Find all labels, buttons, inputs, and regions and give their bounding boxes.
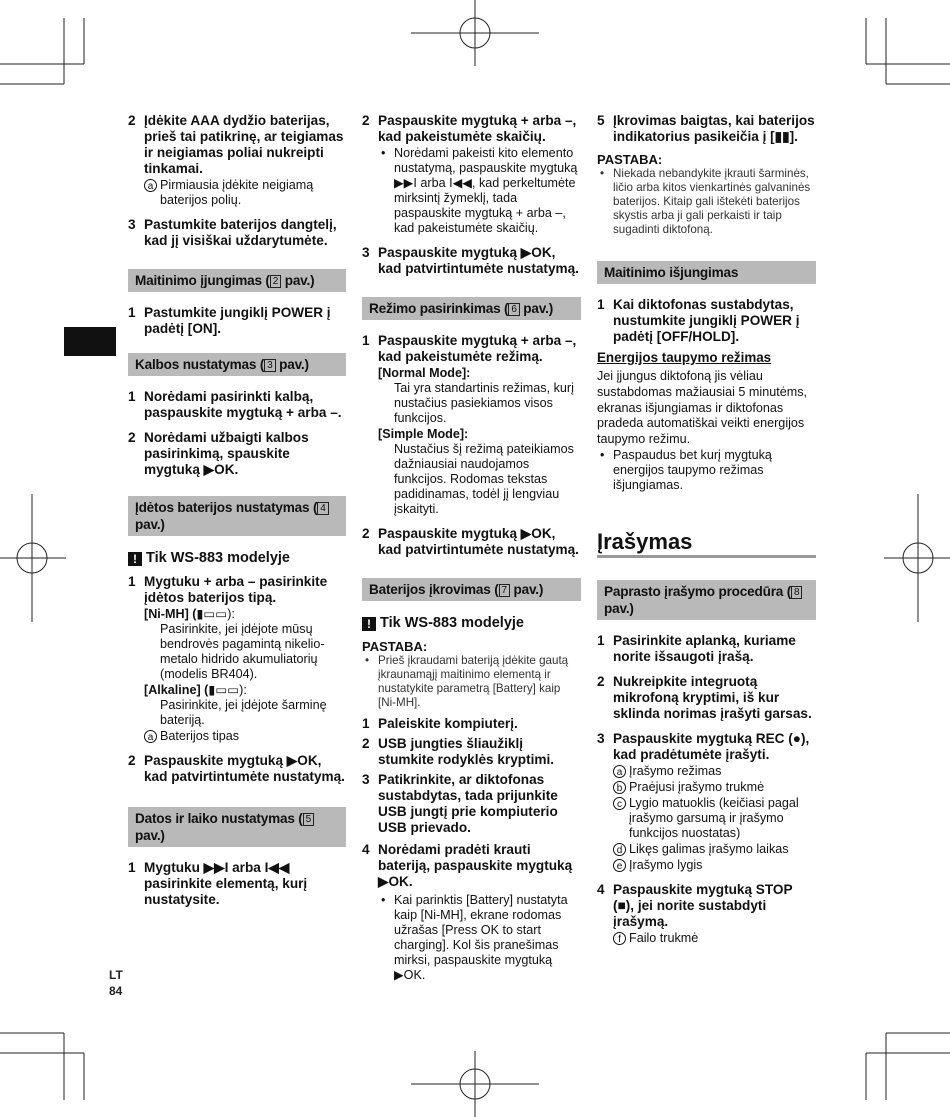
simple-mode-label: [Simple Mode]: <box>378 427 469 441</box>
sub-item-d: d Likęs galimas įrašymo laikas <box>613 842 816 857</box>
warning-icon: ! <box>128 552 142 566</box>
warning-icon: ! <box>362 617 376 631</box>
page-footer <box>109 967 123 999</box>
sub-item-e: e Įrašymo lygis <box>613 858 816 873</box>
dt-step-2: 2 Paspauskite mygtuką + arba –, kad pakeistumėte skaičių. • Norėdami pakeisti kito elemento nustatymą, paspauskite mygtuką ▶▶I arba I◀◀, kad perkeltumėte mirksintį žymeklį, tada paspauskite mygtuką + arba –, kad pakeistumėte skaičių. <box>362 113 581 236</box>
sub-item-f: f Failo trukmė <box>613 931 816 946</box>
normal-mode-label: [Normal Mode]: <box>378 366 471 380</box>
bullet-note: • Norėdami pakeisti kito elemento nustatymą, paspauskite mygtuką ▶▶I arba I◀◀, kad perkeltumėte mirksintį žymeklį, tada paspauskite mygtuką + arba –, kad pakeistumėte skaičių. <box>378 146 581 236</box>
page-number: 84 <box>109 984 123 998</box>
language-code: LT <box>109 968 123 982</box>
sub-item-b: b Praėjusi įrašymo trukmė <box>613 780 816 795</box>
dt-step-1: 1 Mygtuku ▶▶I arba I◀◀ pasirinkite elementą, kurį nustatysite. <box>128 860 308 907</box>
note-heading: PASTABA: <box>362 639 428 654</box>
bt-step-2: 2 Paspauskite mygtuką ▶OK, kad patvirtintumėte nustatymą. <box>128 753 345 784</box>
step-2-insert-batteries: 2 Įdėkite AAA dydžio baterijas, prieš tai patikrinę, ar teigiamas ir neigiamas poliai nukreipti tinkamai. a Pirmiausia įdėkite neigiamą baterijos polių. <box>128 113 346 208</box>
section-simple-recording: Paprasto įrašymo procedūra ( 8 pav.) <box>597 580 816 620</box>
sub-item-a: a Pirmiausia įdėkite neigiamą baterijos polių. <box>144 178 346 208</box>
note-bullet: • Niekada nebandykite įkrauti šarminės, ličio arba kitos vienkartinės galvaninės baterijos. Kitaip gali ištekėti baterijos skystis arba ji gali perkaisti ir taip sugadinti diktofoną. <box>597 167 816 237</box>
section-mode: Režimo pasirinkimas ( 6 pav.) <box>362 297 581 320</box>
section-battery-type: Įdėtos baterijos nustatymas ( 4 pav.) <box>128 496 346 536</box>
note-bullet: • Prieš įkraudami bateriją įdėkite gautą įkraunamąjį maitinimo elementą ir nustatykite parametrą [Battery] kaip [Ni-MH]. <box>362 654 581 710</box>
model-note: ! Tik WS-883 modelyje <box>128 549 346 567</box>
battery-full-icon: ▮▮ <box>774 129 790 144</box>
alkaline-description: Pasirinkite, jei įdėjote šarminę bateriją. <box>160 698 327 727</box>
rec-step-4: 4 Paspauskite mygtuką STOP (■), jei norite sustabdyti įrašymą. f Failo trukmė <box>597 882 816 946</box>
option-nimh: [Ni-MH] (▮▭▭): <box>144 607 235 621</box>
lang-step-2: 2 Norėdami užbaigti kalbos pasirinkimą, spauskite mygtuką ▶OK. <box>128 430 309 477</box>
mode-step-2: 2 Paspauskite mygtuką ▶OK, kad patvirtintumėte nustatymą. <box>362 526 579 557</box>
step-3-close-cover: 3 Pastumkite baterijos dangtelį, kad jį visiškai uždarytumėte. <box>128 217 337 248</box>
section-datetime: Datos ir laiko nustatymas ( 5 pav.) <box>128 807 346 847</box>
sub-item-a: a Baterijos tipas <box>144 729 346 744</box>
nimh-description: Pasirinkite, jei įdėjote mūsų bendrovės pagamintą nikelio-metalo hidrido akumuliatorių (modelis BR404). <box>160 622 325 681</box>
column-1 <box>128 113 346 917</box>
section-language: Kalbos nustatymas ( 3 pav.) <box>128 353 346 376</box>
rec-step-3: 3 Paspauskite mygtuką REC (●), kad pradėtumėte įrašyti. a Įrašymo režimas b Praėjusi įrašymo trukmė c Lygio matuoklis (keičiasi pagal įrašymo garsumą ir įrašymo funkcijos nuostatas) d Likęs galimas įrašymo laikas e Įrašymo lygis <box>597 731 816 873</box>
charge-step-4: 4 Norėdami pradėti krauti bateriją, paspauskite mygtuką ▶OK. • Kai parinktis [Battery] nustatyta kaip [Ni-MH], ekrane rodomas užrašas [Press OK to start charging]. Kol šis pranešimas mirksi, paspauskite mygtuką ▶OK. <box>362 842 581 983</box>
note-heading: PASTABA: <box>597 152 663 167</box>
energy-saving-heading: Energijos taupymo režimas <box>597 350 772 365</box>
mode-step-1: 1 Paspauskite mygtuką + arba –, kad pakeistumėte režimą. [Normal Mode]: Tai yra standartinis režimas, kurį nustačius pasiekiamos visos funkcijos. [Simple Mode]: Nustačius šį režimą pateikiamos dažniausiai naudojamos funkcijos. Rodomas tekstas padidinamas, todėl jį lengviau įskaityti. <box>362 333 581 517</box>
recording-heading: Įrašymas <box>597 529 816 558</box>
bt-step-1: 1 Mygtuku + arba – pasirinkite įdėtos baterijos tipą. [Ni-MH] (▮▭▭): Pasirinkite, jei įdėjote mūsų bendrovės pagamintą nikelio-metalo hidrido akumuliatorių (modelis BR404). [Alkaline] (▮▭▭): Pasirinkite, jei įdėjote šarminę bateriją. a Baterijos tipas <box>128 574 346 744</box>
nimh-battery-icon: ▮▭▭ <box>196 607 228 621</box>
sub-item-a: a Įrašymo režimas <box>613 764 816 779</box>
energy-saving-bullet: • Paspaudus bet kurį mygtuką energijos taupymo režimas išjungiamas. <box>597 448 816 493</box>
normal-mode-desc: Tai yra standartinis režimas, kurį nustačius pasiekiamos visos funkcijos. <box>394 381 574 425</box>
charge-step-5: 5 Įkrovimas baigtas, kai baterijos indikatorius pasikeičia į [▮▮]. <box>597 113 815 144</box>
lang-step-1: 1 Norėdami pasirinkti kalbą, paspauskite mygtuką + arba –. <box>128 389 342 420</box>
model-note: ! Tik WS-883 modelyje <box>362 614 581 632</box>
option-alkaline: [Alkaline] (▮▭▭): <box>144 683 247 697</box>
energy-saving-text: Jei įjungus diktofoną jis vėliau sustabdomas mažiausiai 5 minutėms, ekranas išjungiamas ir diktofonas pradeda automatiškai veikti energijos taupymo režimu. <box>597 369 807 447</box>
column-2 <box>362 113 581 992</box>
power-off-step-1: 1 Kai diktofonas sustabdytas, nustumkite jungiklį POWER į padėtį [OFF/HOLD]. <box>597 297 800 344</box>
sub-item-c: c Lygio matuoklis (keičiasi pagal įrašymo garsumą ir įrašymo funkcijos nuostatas) <box>613 796 816 841</box>
section-charging: Baterijos įkrovimas ( 7 pav.) <box>362 578 581 601</box>
rec-step-1: 1 Pasirinkite aplanką, kuriame norite išsaugoti įrašą. <box>597 632 796 664</box>
step-power-on: 1 Pastumkite jungiklį POWER į padėtį [ON]. <box>128 305 331 336</box>
simple-mode-desc: Nustačius šį režimą pateikiamos dažniausiai naudojamos funkcijos. Rodomas tekstas padidinamas, todėl jį lengviau įskaityti. <box>394 442 574 516</box>
section-power-off: Maitinimo išjungimas <box>597 261 816 284</box>
bullet-note: • Kai parinktis [Battery] nustatyta kaip [Ni-MH], ekrane rodomas užrašas [Press OK to start charging]. Kol šis pranešimas mirksi, paspauskite mygtuką ▶OK. <box>378 893 581 983</box>
charge-step-2: 2 USB jungties šliaužiklį stumkite rodyklės kryptimi. <box>362 736 555 767</box>
section-tab-marker <box>64 327 116 356</box>
charge-step-3: 3 Patikrinkite, ar diktofonas sustabdytas, tada prijunkite USB jungtį prie kompiuterio USB prievado. <box>362 772 558 835</box>
charge-step-1: 1 Paleiskite kompiuterį. <box>362 716 518 731</box>
dt-step-3: 3 Paspauskite mygtuką ▶OK, kad patvirtintumėte nustatymą. <box>362 245 579 276</box>
rec-step-2: 2 Nukreipkite integruotą mikrofoną kryptimi, iš kur sklinda norimas įrašyti garsas. <box>597 673 812 721</box>
section-power-on: Maitinimo įjungimas ( 2 pav.) <box>128 269 346 292</box>
column-3 <box>597 113 816 955</box>
alkaline-battery-icon: ▮▭▭ <box>208 683 240 697</box>
